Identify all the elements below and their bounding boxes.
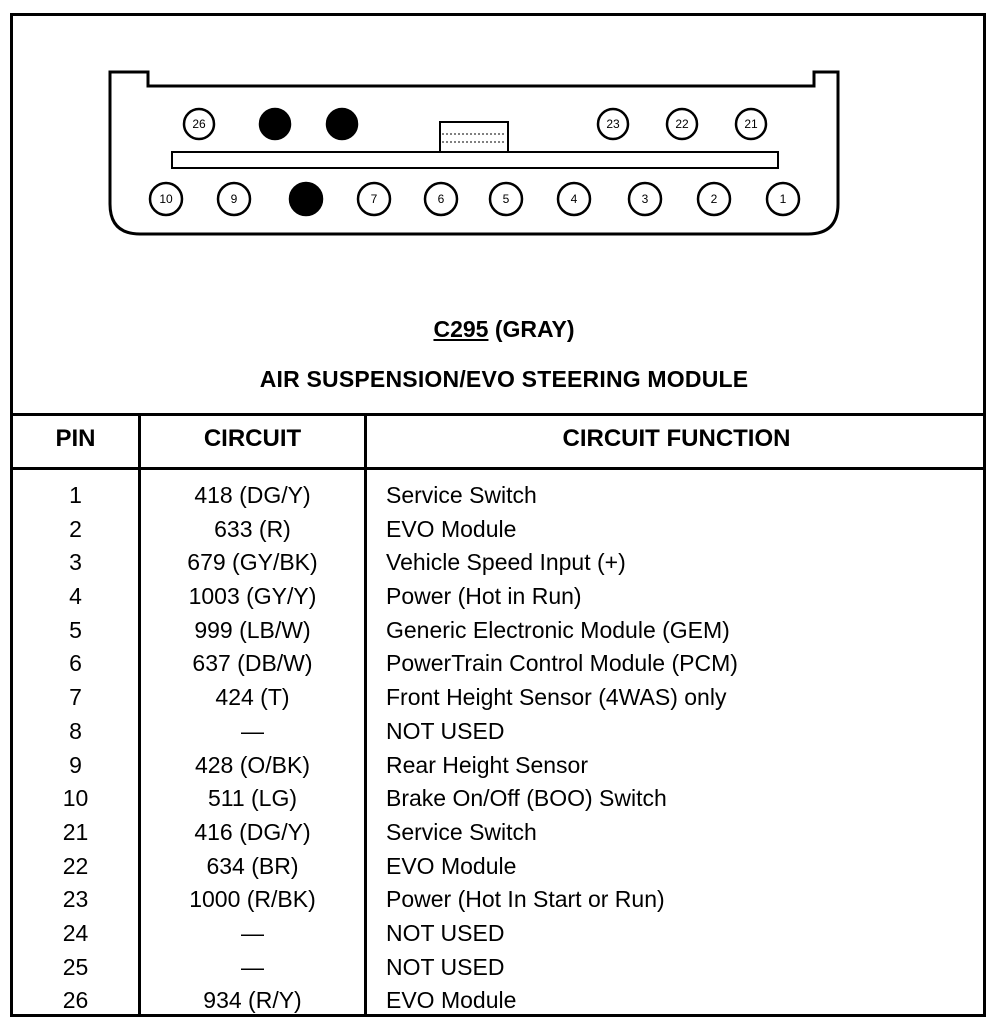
function-cell: NOT USED xyxy=(386,717,505,744)
pin-cell: 4 xyxy=(69,583,82,610)
table-row xyxy=(13,580,986,614)
bottom-pin-row xyxy=(150,183,799,215)
function-cell: Front Height Sensor (4WAS) only xyxy=(386,684,727,711)
circuit-cell: 416 (DG/Y) xyxy=(194,818,311,845)
connector-face-diagram xyxy=(100,64,840,240)
function-cell: NOT USED xyxy=(386,919,505,946)
pin-cell: 6 xyxy=(69,650,82,677)
circuit-cell: 633 (R) xyxy=(214,515,291,542)
pin-cell: 5 xyxy=(69,616,82,643)
circuit-cell: 428 (O/BK) xyxy=(194,751,311,778)
table-top-rule xyxy=(10,413,986,416)
function-cell: Power (Hot in Run) xyxy=(386,583,582,610)
function-cell: Vehicle Speed Input (+) xyxy=(386,549,626,576)
table-row xyxy=(13,681,986,715)
pin-cell: 1 xyxy=(69,482,82,508)
pin-cell: 8 xyxy=(69,717,82,744)
module-name: AIR SUSPENSION/EVO STEERING MODULE xyxy=(259,366,749,392)
function-cell: PowerTrain Control Module (PCM) xyxy=(386,650,738,677)
circuit-cell: 424 (T) xyxy=(215,684,290,711)
circuit-cell: 511 (LG) xyxy=(207,785,298,812)
connector-latch xyxy=(440,122,508,152)
circuit-cell: 634 (BR) xyxy=(206,852,299,879)
header-circuit: CIRCUIT xyxy=(203,425,302,452)
pin-cell: 2 xyxy=(69,515,82,542)
pin-number: 10 xyxy=(159,192,173,206)
connector-divider-bar xyxy=(172,152,778,168)
function-cell: Service Switch xyxy=(386,818,537,845)
pin-cell: 26 xyxy=(62,987,89,1014)
pin-number: 1 xyxy=(779,192,787,206)
circuit-cell: 1003 (GY/Y) xyxy=(188,583,317,610)
table-row xyxy=(13,715,986,749)
pin-number: 4 xyxy=(570,192,578,206)
pin-number: 9 xyxy=(230,192,238,206)
table-row xyxy=(13,647,986,681)
table-row xyxy=(13,749,986,783)
function-cell: EVO Module xyxy=(386,852,517,879)
table-row xyxy=(13,513,986,547)
circuit-cell: 637 (DB/W) xyxy=(192,650,313,677)
pin-cell: 9 xyxy=(69,751,82,778)
circuit-cell: 679 (GY/BK) xyxy=(187,549,318,576)
pin-number: 21 xyxy=(744,117,758,131)
table-row xyxy=(13,951,986,985)
header-pin: PIN xyxy=(55,425,96,452)
table-row xyxy=(13,782,986,816)
table-row xyxy=(13,917,986,951)
circuit-cell: 934 (R/Y) xyxy=(203,987,302,1014)
circuit-cell: 1000 (R/BK) xyxy=(189,886,316,913)
pin-number: 26 xyxy=(192,117,206,131)
table-row xyxy=(13,984,986,1018)
pin-number: 22 xyxy=(675,117,689,131)
circuit-cell: 418 (DG/Y) xyxy=(194,482,311,508)
pin-cell: 23 xyxy=(62,886,89,913)
function-cell: Rear Height Sensor xyxy=(386,751,588,778)
table-row xyxy=(13,614,986,648)
pin-number: 2 xyxy=(710,192,718,206)
pin-number: 24 xyxy=(335,117,349,131)
pin-cell: 3 xyxy=(69,549,82,576)
table-row xyxy=(13,850,986,884)
circuit-cell: 999 (LB/W) xyxy=(194,616,311,643)
pin-cell: 25 xyxy=(62,953,89,980)
pin-cell: 21 xyxy=(62,818,89,845)
table-row xyxy=(13,546,986,580)
circuit-cell: — xyxy=(241,919,264,946)
function-cell: Power (Hot In Start or Run) xyxy=(386,886,665,913)
pinout-table-body xyxy=(13,479,986,1018)
pin-number: 23 xyxy=(606,117,620,131)
header-circuit-function: CIRCUIT FUNCTION xyxy=(562,425,791,452)
table-row xyxy=(13,816,986,850)
pin-number: 5 xyxy=(502,192,510,206)
pin-number: 7 xyxy=(370,192,378,206)
pin-number: 3 xyxy=(641,192,649,206)
pin-cell: 10 xyxy=(62,785,89,812)
pin-number: 25 xyxy=(268,117,282,131)
circuit-cell: — xyxy=(241,953,264,980)
pin-cell: 24 xyxy=(62,919,89,946)
pin-number: 8 xyxy=(302,192,310,206)
function-cell: Brake On/Off (BOO) Switch xyxy=(386,785,667,812)
connector-color: (GRAY) xyxy=(494,316,575,342)
circuit-cell: — xyxy=(241,717,264,744)
table-row xyxy=(13,479,986,513)
pin-cell: 22 xyxy=(62,852,89,879)
function-cell: Generic Electronic Module (GEM) xyxy=(386,616,730,643)
connector-title xyxy=(0,316,1008,343)
function-cell: Service Switch xyxy=(386,482,537,508)
pin-number: 6 xyxy=(437,192,445,206)
table-header-rule xyxy=(10,467,986,470)
function-cell: EVO Module xyxy=(386,515,517,542)
connector-id: C295 xyxy=(433,316,489,342)
function-cell: NOT USED xyxy=(386,953,505,980)
pin-cell: 7 xyxy=(69,684,82,711)
table-row xyxy=(13,883,986,917)
function-cell: EVO Module xyxy=(386,987,517,1014)
